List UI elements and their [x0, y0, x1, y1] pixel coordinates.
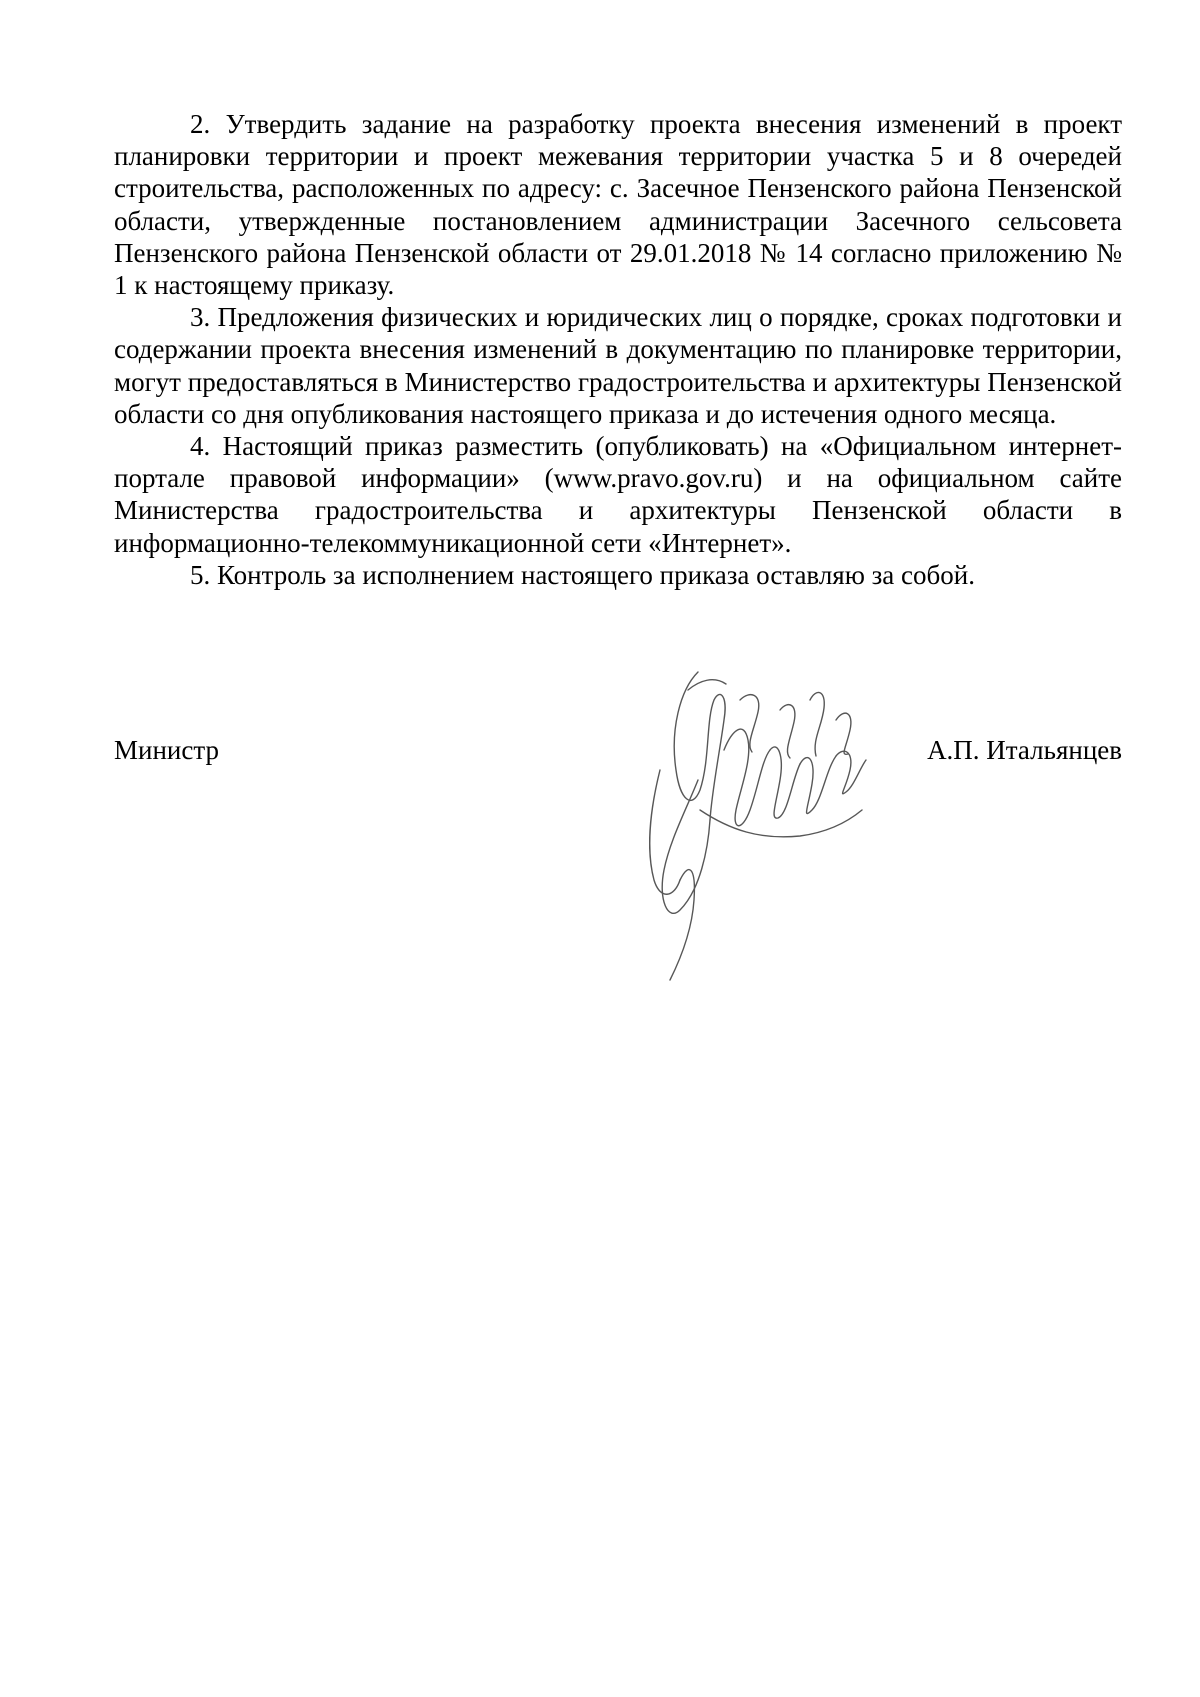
paragraph-4: 4. Настоящий приказ разместить (опубликовать) на «Официальном интернет-портале правовой информации» (www.pravo.gov.ru) и на официальном сайте Министерства градостроительства и архитектуры Пензенской области в информационно-телекоммуникационной сети «Интернет».	[114, 431, 1122, 558]
paragraph-3: 3. Предложения физических и юридических лиц о порядке, сроках подготовки и содержании проекта внесения изменений в документацию по планировке территории, могут предоставляться в Министерство градостроительства и архитектуры Пензенской области со дня опубликования настоящего приказа и до истечения одного месяца.	[114, 302, 1122, 429]
paragraph-2: 2. Утвердить задание на разработку проекта внесения изменений в проект планировки территории и проект межевания территории участка 5 и 8 очередей строительства, расположенных по адресу: с. Засечное Пензенского района Пензенской области, утвержденные постановлением администрации Засечного сельсовета Пензенского района Пензенской области от 29.01.2018 № 14 согласно приложению № 1 к настоящему приказу.	[114, 109, 1122, 301]
document-body	[114, 108, 1122, 591]
position-title: Министр	[114, 735, 219, 765]
paragraph-5: 5. Контроль за исполнением настоящего приказа оставляю за собой.	[190, 559, 975, 590]
signature-block	[114, 734, 1122, 774]
handwritten-signature-icon	[640, 660, 880, 990]
signatory-name: А.П. Итальянцев	[927, 735, 1122, 765]
